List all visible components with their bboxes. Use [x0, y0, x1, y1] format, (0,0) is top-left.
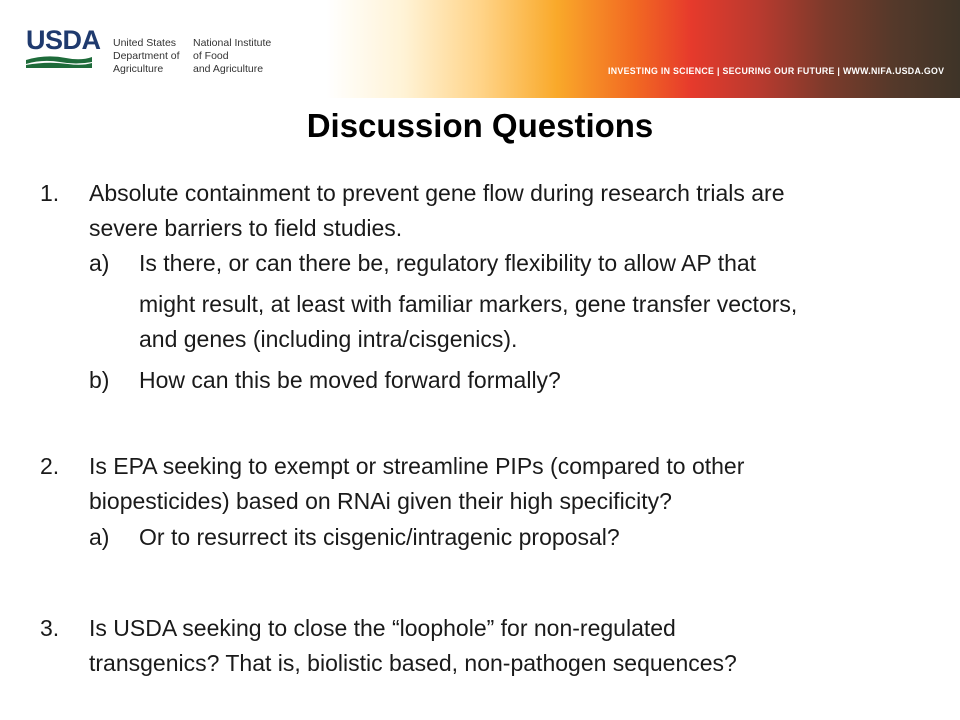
header-banner: [0, 0, 960, 98]
subitem-marker: a): [89, 250, 110, 276]
header-tagline: INVESTING IN SCIENCE | SECURING OUR FUTURE | WWW.NIFA.USDA.GOV: [608, 66, 945, 76]
question-number: 2.: [40, 453, 60, 479]
agency-line: National Institute: [193, 37, 272, 49]
agency-line: and Agriculture: [193, 63, 264, 75]
subitem-text-line: might result, at least with familiar markers, gene transfer vectors,: [139, 291, 798, 317]
agency-line: Agriculture: [113, 63, 164, 75]
subitem-text-line: How can this be moved forward formally?: [139, 367, 561, 393]
slide-title: Discussion Questions: [306, 107, 654, 144]
subitem-text-line: Is there, or can there be, regulatory flexibility to allow AP that: [139, 250, 757, 276]
question-text-line: Is USDA seeking to close the “loophole” for non-regulated: [89, 615, 676, 641]
agency-department-name: [113, 37, 180, 76]
usda-logo: [26, 25, 101, 77]
subitem-text-line: Or to resurrect its cisgenic/intragenic proposal?: [139, 524, 620, 550]
question-number: 1.: [40, 180, 60, 206]
question-text-line: severe barriers to field studies.: [89, 215, 403, 241]
question-text-line: Is EPA seeking to exempt or streamline PIPs (compared to other: [89, 453, 745, 479]
usda-logo-text: USDA: [26, 25, 101, 55]
question-text-line: Absolute containment to prevent gene flow during research trials are: [89, 180, 785, 206]
agency-institute-name: [193, 37, 271, 76]
subitem-marker: a): [89, 524, 110, 550]
agency-line: United States: [113, 37, 177, 49]
subitem-marker: b): [89, 367, 110, 393]
agency-line: Department of: [113, 50, 180, 62]
question-text-line: transgenics? That is, biolistic based, non-pathogen sequences?: [89, 650, 737, 676]
question-number: 3.: [40, 615, 60, 641]
agency-line: of Food: [193, 50, 229, 62]
question-text-line: biopesticides) based on RNAi given their high specificity?: [89, 488, 672, 514]
subitem-text-line: and genes (including intra/cisgenics).: [139, 326, 518, 352]
usda-logo-hills-icon: [26, 55, 92, 69]
